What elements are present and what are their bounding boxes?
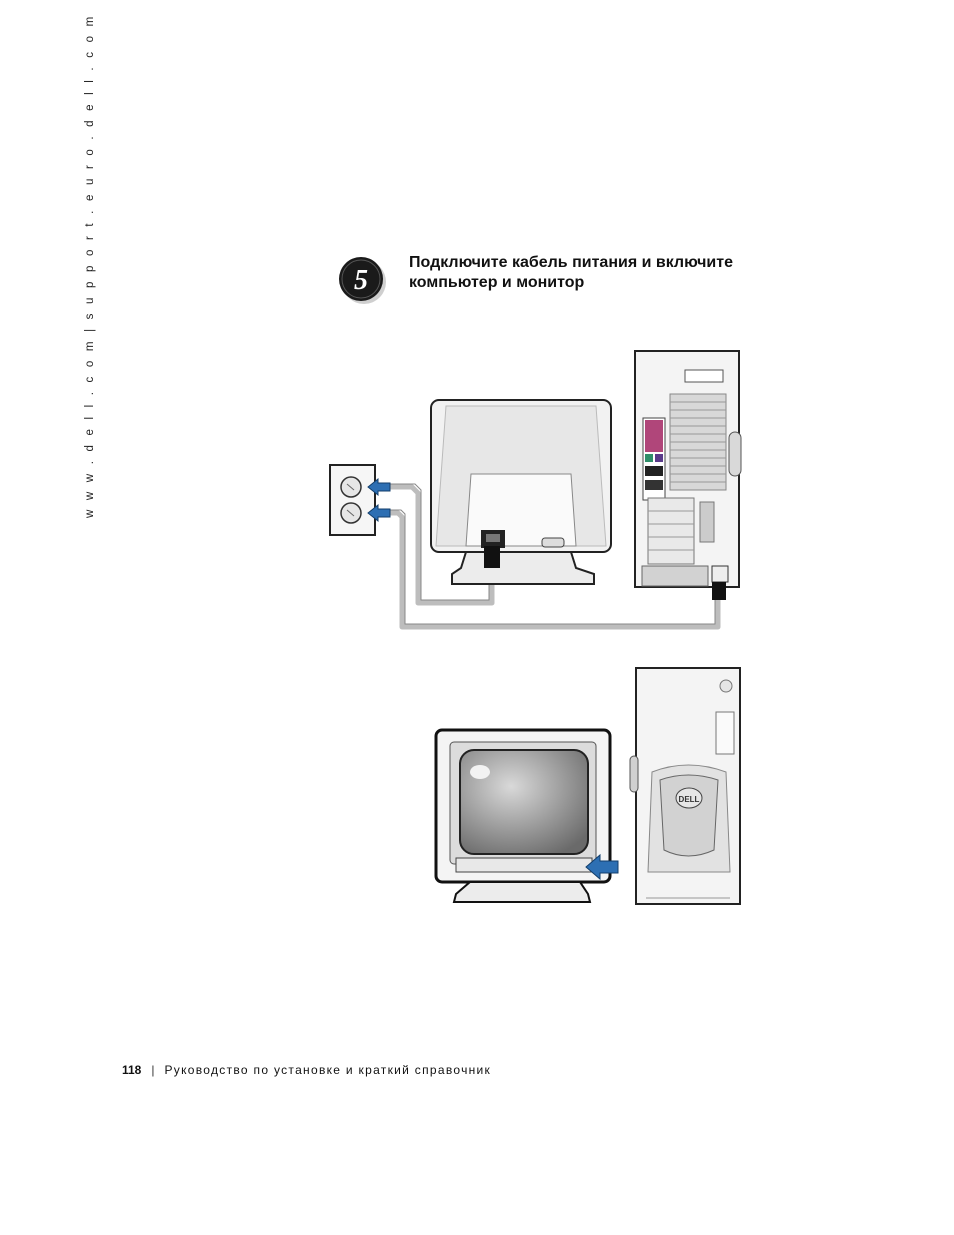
step-number-badge [337, 255, 387, 305]
step-title-line-1: Подключите кабель питания и включите [409, 254, 733, 271]
computer-tower-back-icon [635, 351, 741, 600]
monitor-front-icon [436, 730, 610, 902]
dell-logo: DELL [678, 795, 700, 804]
sidebar-url: w w w . d e l l . c o m | s u p p o r t . e u r o . d e l l . c o m [84, 13, 96, 518]
page-footer [122, 1063, 491, 1077]
footer-title: Руководство по установке и краткий справочник [164, 1063, 492, 1077]
back-connection-illustration [326, 346, 746, 636]
footer-separator: | [151, 1063, 155, 1077]
computer-tower-front-icon [630, 668, 740, 904]
page-number: 118 [122, 1063, 142, 1077]
front-power-on-illustration [430, 662, 746, 908]
power-outlet-icon [330, 465, 375, 535]
monitor-back-icon [431, 400, 611, 584]
step-title-line-2: компьютер и монитор [409, 274, 585, 291]
step-title [409, 253, 789, 293]
step-number: 5 [354, 265, 368, 296]
